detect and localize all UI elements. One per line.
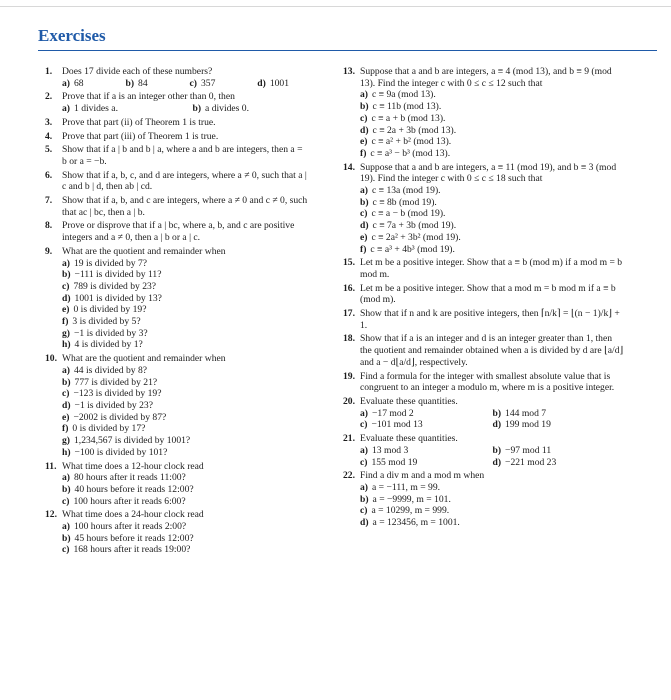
exercise bbox=[47, 220, 309, 245]
item-text: 1001 is divided by 13? bbox=[74, 292, 162, 304]
item-text: 144 mod 7 bbox=[505, 407, 547, 419]
item-text: 13 mod 3 bbox=[372, 444, 409, 456]
item-label: c) bbox=[360, 505, 368, 517]
item-label: b) bbox=[192, 103, 202, 115]
item-text: −123 is divided by 19? bbox=[73, 388, 162, 400]
item-text: −101 mod 13 bbox=[371, 419, 423, 431]
exercise-text: What time does a 12-hour clock read bbox=[62, 460, 204, 472]
item-text: 789 is divided by 23? bbox=[73, 280, 157, 292]
right-column bbox=[345, 66, 625, 531]
exercise-number: 5. bbox=[45, 144, 53, 156]
item-text: c ≡ 9a (mod 13). bbox=[372, 89, 436, 101]
exercise-part bbox=[62, 472, 309, 484]
item-label: a) bbox=[360, 185, 368, 197]
exercise-number: 21. bbox=[343, 433, 355, 445]
exercise-part bbox=[360, 244, 625, 256]
item-text: 100 hours after it reads 2:00? bbox=[74, 521, 187, 533]
item-text: 80 hours after it reads 11:00? bbox=[74, 472, 186, 484]
exercise-parts bbox=[47, 365, 309, 459]
exercise-part bbox=[360, 419, 493, 431]
item-text: 777 is divided by 21? bbox=[74, 376, 158, 388]
exercise-text: Find a formula for the integer with smallest absolute value that is congruent to an integer a modulo m, where m is a positive integer. bbox=[360, 370, 615, 394]
item-label: e) bbox=[62, 304, 70, 316]
exercise-part bbox=[62, 400, 309, 412]
exercise-part bbox=[360, 494, 625, 506]
exercise-part bbox=[360, 101, 625, 113]
item-label: b) bbox=[62, 532, 71, 544]
exercise-part bbox=[360, 197, 625, 209]
item-text: a = 10299, m = 999. bbox=[371, 505, 450, 517]
item-label: a) bbox=[62, 257, 70, 269]
item-text: −111 is divided by 11? bbox=[74, 269, 162, 281]
exercise-number: 13. bbox=[343, 66, 355, 77]
exercise-part bbox=[62, 304, 309, 316]
exercise-part bbox=[360, 113, 625, 125]
item-label: b) bbox=[360, 101, 369, 113]
item-text: 44 is divided by 8? bbox=[74, 364, 148, 376]
exercise-text: Let m be a positive integer. Show that a mod m = b mod m if a ≡ b (mod m). bbox=[360, 282, 616, 306]
exercise bbox=[47, 509, 309, 558]
item-label: b) bbox=[62, 269, 71, 281]
exercise-part bbox=[62, 521, 309, 533]
exercise-number: 1. bbox=[45, 66, 53, 77]
item-text: c ≡ 2a² + 3b² (mod 19). bbox=[371, 231, 461, 243]
item-text: c ≡ 13a (mod 19). bbox=[372, 185, 441, 197]
exercise bbox=[345, 283, 625, 308]
exercise-number: 18. bbox=[343, 333, 355, 345]
exercise-part bbox=[62, 447, 309, 459]
item-text: c ≡ a + b (mod 13). bbox=[371, 112, 446, 124]
parts-row bbox=[360, 408, 625, 420]
exercise-part bbox=[190, 78, 216, 90]
item-label: e) bbox=[62, 411, 70, 423]
exercise-part bbox=[360, 445, 493, 457]
exercise-text: Let m be a positive integer. Show that a ≡ b (mod m) if a mod m = b mod m. bbox=[360, 257, 623, 280]
exercise-part bbox=[62, 435, 309, 447]
exercise-number: 2. bbox=[45, 91, 53, 103]
item-label: d) bbox=[492, 419, 502, 431]
item-text: 100 hours after it reads 6:00? bbox=[73, 495, 186, 507]
exercise-number: 19. bbox=[343, 370, 355, 382]
exercise-part bbox=[360, 185, 625, 197]
exercise-text: Evaluate these quantities. bbox=[360, 433, 458, 445]
exercise-number: 3. bbox=[45, 116, 53, 128]
exercise-part bbox=[360, 505, 625, 517]
item-text: −17 mod 2 bbox=[372, 407, 414, 419]
item-text: 168 hours after it reads 19:00? bbox=[73, 544, 191, 556]
exercise-text: Find a div m and a mod m when bbox=[360, 470, 485, 482]
item-label: e) bbox=[360, 136, 368, 148]
exercise-number: 4. bbox=[45, 130, 53, 142]
exercise-part bbox=[360, 517, 625, 529]
exercise-part bbox=[360, 148, 625, 160]
exercise bbox=[345, 371, 625, 396]
exercise-part bbox=[62, 316, 309, 328]
item-label: d) bbox=[62, 399, 71, 411]
item-text: −221 mod 23 bbox=[505, 456, 557, 468]
exercise bbox=[345, 257, 625, 282]
exercise-part bbox=[193, 103, 250, 115]
item-label: a) bbox=[62, 103, 70, 115]
item-text: 45 hours before it reads 12:00? bbox=[74, 532, 194, 544]
exercise bbox=[47, 461, 309, 510]
item-label: a) bbox=[360, 444, 368, 456]
exercise bbox=[47, 195, 309, 220]
exercise bbox=[47, 131, 309, 145]
exercise bbox=[47, 246, 309, 353]
exercise-part bbox=[360, 136, 625, 148]
exercise-parts bbox=[345, 408, 625, 431]
exercise-part bbox=[360, 125, 625, 137]
exercise-number: 16. bbox=[343, 282, 355, 294]
exercise-part bbox=[62, 423, 309, 435]
exercise-part bbox=[62, 339, 309, 351]
exercise-parts bbox=[345, 89, 625, 159]
item-text: 0 is divided by 17? bbox=[72, 423, 146, 435]
item-label: b) bbox=[62, 483, 71, 495]
item-label: c) bbox=[62, 544, 70, 556]
item-label: c) bbox=[360, 208, 368, 220]
item-label: h) bbox=[62, 446, 71, 458]
exercise bbox=[47, 170, 309, 195]
exercise-part bbox=[493, 408, 626, 420]
item-text: a divides 0. bbox=[205, 103, 249, 115]
exercise-part bbox=[62, 377, 309, 389]
item-text: 357 bbox=[200, 77, 216, 89]
item-label: c) bbox=[360, 456, 368, 468]
exercise-text: Suppose that a and b are integers, a ≡ 4 (mod 13), and b ≡ 9 (mod 13). Find the integer c with 0 ≤ c ≤ 12 such that bbox=[360, 66, 612, 89]
item-label: c) bbox=[62, 280, 70, 292]
item-label: e) bbox=[360, 231, 368, 243]
exercise-text: Prove or disprove that if a | bc, where a, b, and c are positive integers and a ≠ 0, then a | b or a | c. bbox=[62, 220, 295, 244]
exercise-part bbox=[257, 78, 289, 90]
item-label: d) bbox=[360, 124, 369, 136]
exercise-number: 14. bbox=[343, 161, 355, 173]
exercise bbox=[345, 433, 625, 470]
exercise-part bbox=[62, 544, 309, 556]
exercise-parts bbox=[47, 78, 309, 90]
section-title: Exercises bbox=[38, 26, 106, 45]
exercise-text: What are the quotient and remainder when bbox=[62, 245, 226, 257]
exercise-part bbox=[62, 103, 118, 115]
item-label: d) bbox=[360, 220, 369, 232]
exercise bbox=[47, 144, 309, 169]
item-text: 199 mod 19 bbox=[505, 419, 551, 431]
item-label: c) bbox=[189, 77, 197, 89]
exercise bbox=[47, 353, 309, 460]
spacer bbox=[47, 556, 309, 558]
parts-row bbox=[360, 445, 625, 457]
item-label: a) bbox=[360, 407, 368, 419]
item-label: a) bbox=[62, 472, 70, 484]
item-text: 0 is divided by 19? bbox=[73, 304, 147, 316]
exercise-part bbox=[493, 457, 626, 469]
exercise-part bbox=[62, 328, 309, 340]
exercise-text: Show that if a, b, and c are integers, where a ≠ 0 and c ≠ 0, such that ac | bc, then a | b. bbox=[62, 195, 308, 218]
item-label: b) bbox=[492, 407, 502, 419]
exercise-text: Show that if a is an integer and d is an integer greater than 1, then the quotient and remainder obtained when a is divided by d are ⌊a/d⌋ and a − d⌊a/d⌋, respectively. bbox=[360, 333, 624, 368]
exercise-part bbox=[62, 258, 309, 270]
exercise-number: 7. bbox=[45, 195, 53, 207]
item-label: c) bbox=[62, 495, 70, 507]
exercise bbox=[345, 333, 625, 370]
item-label: b) bbox=[360, 493, 369, 505]
item-label: d) bbox=[492, 456, 502, 468]
exercise-parts bbox=[345, 185, 625, 255]
item-text: 4 is divided by 1? bbox=[74, 339, 143, 351]
exercise-number: 20. bbox=[343, 395, 355, 407]
parts-row bbox=[62, 78, 309, 90]
exercise bbox=[345, 396, 625, 433]
item-text: 1,234,567 is divided by 1001? bbox=[74, 435, 191, 447]
item-text: 84 bbox=[138, 77, 148, 89]
exercise-parts bbox=[47, 258, 309, 352]
exercise bbox=[345, 162, 625, 258]
exercise-number: 15. bbox=[343, 257, 355, 269]
exercise-text: Show that if n and k are positive integers, then ⌈n/k⌉ = ⌊(n − 1)/k⌋ + 1. bbox=[360, 308, 620, 331]
exercise-part bbox=[360, 208, 625, 220]
item-label: d) bbox=[62, 292, 71, 304]
exercise-part bbox=[62, 293, 309, 305]
item-label: a) bbox=[62, 364, 70, 376]
item-text: a = −111, m = 99. bbox=[372, 481, 441, 493]
item-text: 155 mod 19 bbox=[371, 456, 418, 468]
item-text: −1 is divided by 23? bbox=[74, 399, 153, 411]
item-label: h) bbox=[62, 339, 71, 351]
item-text: −1 is divided by 3? bbox=[74, 327, 148, 339]
parts-row bbox=[360, 457, 625, 469]
exercise bbox=[47, 117, 309, 131]
item-text: c ≡ a³ − b³ (mod 13). bbox=[370, 147, 451, 159]
item-label: f) bbox=[62, 316, 69, 328]
top-rule bbox=[0, 0, 671, 7]
exercise-text: Evaluate these quantities. bbox=[360, 395, 458, 407]
exercise-part bbox=[360, 232, 625, 244]
exercise-part bbox=[360, 482, 625, 494]
exercise-part bbox=[62, 281, 309, 293]
exercise-number: 6. bbox=[45, 169, 53, 181]
exercise bbox=[47, 91, 309, 116]
item-label: a) bbox=[62, 521, 70, 533]
exercise-parts bbox=[47, 103, 309, 115]
exercise-part bbox=[360, 408, 493, 420]
exercise-part bbox=[62, 269, 309, 281]
item-label: d) bbox=[257, 77, 266, 89]
item-label: b) bbox=[492, 444, 502, 456]
exercise bbox=[345, 66, 625, 162]
item-label: c) bbox=[360, 419, 368, 431]
exercise-text: Suppose that a and b are integers, a ≡ 11 (mod 19), and b ≡ 3 (mod 19). Find the integer c with 0 ≤ c ≤ 18 such that bbox=[360, 161, 617, 185]
item-label: b) bbox=[62, 376, 71, 388]
exercise-parts bbox=[47, 521, 309, 556]
exercise-text: What are the quotient and remainder when bbox=[62, 353, 226, 365]
item-text: −97 mod 11 bbox=[505, 444, 552, 456]
exercise-text: What time does a 24-hour clock read bbox=[62, 509, 204, 521]
item-label: c) bbox=[62, 388, 70, 400]
item-text: 19 is divided by 7? bbox=[74, 257, 148, 269]
exercise-number: 17. bbox=[343, 308, 355, 320]
exercise-text: Prove that part (iii) of Theorem 1 is true. bbox=[62, 130, 219, 142]
exercise-part bbox=[62, 496, 309, 508]
exercise-part bbox=[62, 412, 309, 424]
exercise-number: 9. bbox=[45, 245, 53, 257]
item-label: d) bbox=[360, 517, 369, 529]
exercise bbox=[47, 66, 309, 91]
item-label: f) bbox=[360, 243, 367, 255]
item-label: f) bbox=[360, 147, 367, 159]
item-label: g) bbox=[62, 435, 70, 447]
left-column bbox=[47, 66, 309, 558]
item-text: c ≡ a² + b² (mod 13). bbox=[371, 136, 452, 148]
exercise-part bbox=[360, 457, 493, 469]
item-label: a) bbox=[360, 89, 368, 101]
exercise-part bbox=[62, 388, 309, 400]
exercise-parts bbox=[47, 472, 309, 507]
exercise-part bbox=[62, 365, 309, 377]
item-label: a) bbox=[62, 77, 70, 89]
exercise bbox=[345, 470, 625, 531]
item-text: a = −9999, m = 101. bbox=[372, 493, 451, 505]
item-text: c ≡ 7a + 3b (mod 19). bbox=[372, 220, 457, 232]
exercise-part bbox=[360, 220, 625, 232]
exercise bbox=[345, 308, 625, 333]
item-text: c ≡ 8b (mod 19). bbox=[372, 196, 437, 208]
exercise-number: 22. bbox=[343, 470, 355, 482]
title-underline bbox=[38, 50, 657, 51]
exercise-parts bbox=[345, 445, 625, 468]
item-label: c) bbox=[360, 112, 368, 124]
item-text: c ≡ 11b (mod 13). bbox=[372, 101, 442, 113]
item-label: g) bbox=[62, 327, 70, 339]
exercise-text: Prove that part (ii) of Theorem 1 is true. bbox=[62, 116, 216, 128]
item-text: c ≡ 2a + 3b (mod 13). bbox=[372, 124, 457, 136]
item-text: 68 bbox=[74, 77, 84, 89]
exercise-text: Show that if a | b and b | a, where a and b are integers, then a = b or a = −b. bbox=[62, 144, 303, 167]
exercise-text: Show that if a, b, c, and d are integers, where a ≠ 0, such that a | c and b | d, then ab | cd. bbox=[62, 169, 307, 193]
item-text: −2002 is divided by 87? bbox=[73, 411, 167, 423]
item-text: c ≡ a³ + 4b³ (mod 19). bbox=[370, 243, 455, 255]
exercise-text: Prove that if a is an integer other than 0, then bbox=[62, 91, 235, 103]
exercise-part bbox=[493, 445, 626, 457]
parts-row bbox=[62, 103, 309, 115]
parts-row bbox=[360, 419, 625, 431]
exercise-text: Does 17 divide each of these numbers? bbox=[62, 66, 213, 77]
exercise-part bbox=[62, 78, 84, 90]
exercise-part bbox=[126, 78, 148, 90]
item-label: f) bbox=[62, 423, 69, 435]
item-text: a = 123456, m = 1001. bbox=[372, 517, 460, 529]
item-text: 1 divides a. bbox=[74, 103, 118, 115]
exercise-number: 12. bbox=[45, 509, 57, 521]
item-text: −100 is divided by 101? bbox=[74, 446, 168, 458]
item-label: b) bbox=[360, 196, 369, 208]
exercise-part bbox=[493, 419, 626, 431]
item-text: 1001 bbox=[269, 77, 289, 89]
exercise-number: 11. bbox=[45, 460, 57, 472]
exercise-part bbox=[360, 89, 625, 101]
exercise-part bbox=[62, 533, 309, 545]
item-text: 3 is divided by 5? bbox=[72, 316, 141, 328]
item-label: a) bbox=[360, 481, 368, 493]
item-text: 40 hours before it reads 12:00? bbox=[74, 483, 194, 495]
item-text: c ≡ a − b (mod 19). bbox=[371, 208, 446, 220]
item-label: b) bbox=[125, 77, 135, 89]
exercise-number: 10. bbox=[45, 353, 57, 365]
exercise-part bbox=[62, 484, 309, 496]
exercise-number: 8. bbox=[45, 220, 53, 232]
spacer bbox=[345, 529, 625, 531]
exercise-parts bbox=[345, 482, 625, 529]
